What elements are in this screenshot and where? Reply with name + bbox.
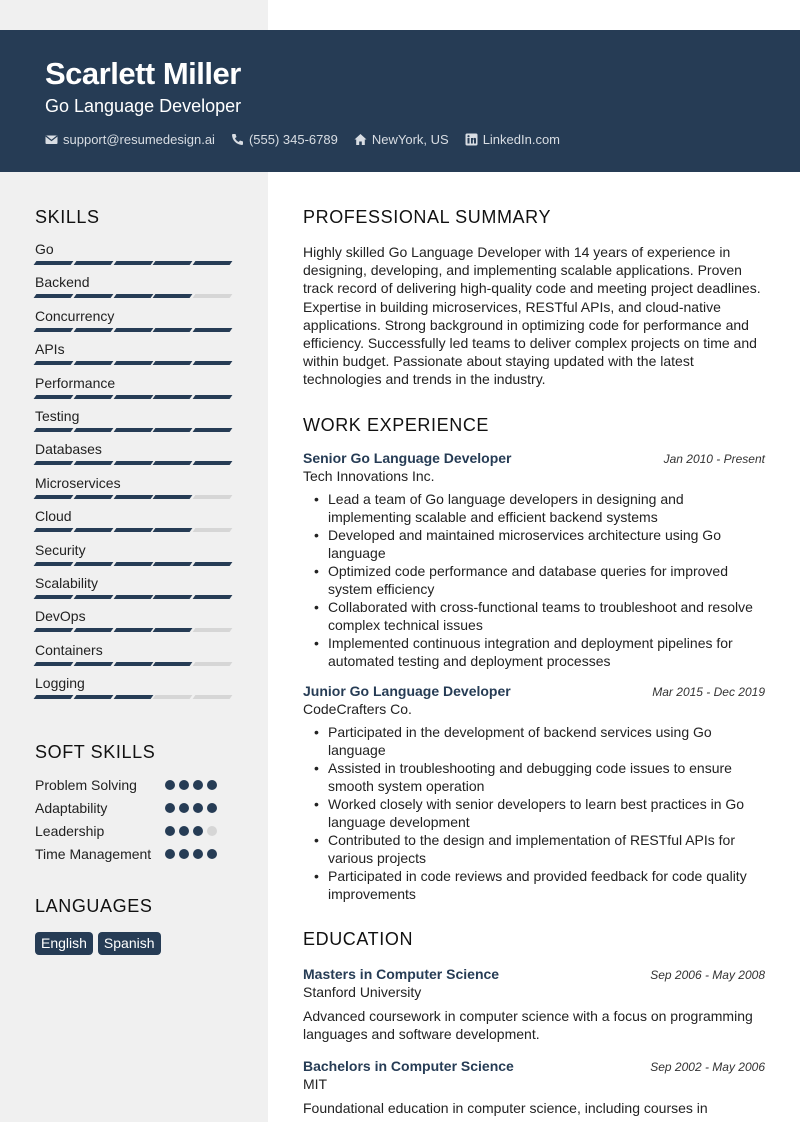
skill-level-segment — [73, 328, 113, 332]
skill-level-segment — [73, 495, 113, 499]
job-bullet: • Implemented continuous integration and deployment pipelines for automated testing and deployment processes — [328, 634, 765, 670]
job-bullet: • Contributed to the design and implementation of RESTful APIs for various projects — [328, 831, 765, 867]
skill-level-segment — [34, 595, 74, 599]
skill-level-segment — [34, 461, 74, 465]
skill-level-segment — [113, 595, 153, 599]
skill-level-bar — [35, 662, 231, 666]
skill-level-segment — [113, 528, 153, 532]
job-bullet: • Developed and maintained microservices architecture using Go language — [328, 526, 765, 562]
skill-level-bar — [35, 595, 231, 599]
job-entry — [303, 449, 765, 670]
job-company: CodeCrafters Co. — [303, 700, 412, 717]
skill-level-segment — [34, 662, 74, 666]
soft-skills-list — [35, 776, 231, 864]
rating-dot — [179, 826, 189, 836]
skill-name: Go — [35, 241, 54, 257]
skill-level-segment — [113, 428, 153, 432]
languages-list — [35, 932, 231, 955]
skill-level-segment — [193, 662, 233, 666]
skill-level-segment — [73, 395, 113, 399]
skill-name: Scalability — [35, 574, 99, 591]
job-header — [303, 682, 765, 700]
skill-level-segment — [193, 628, 233, 632]
job-entry — [303, 682, 765, 903]
skill-level-segment — [73, 461, 113, 465]
skill-level-bar — [35, 328, 231, 332]
soft-skill-item — [35, 822, 231, 841]
skill-level-segment — [153, 595, 193, 599]
skill-level-bar — [35, 261, 231, 265]
skill-level-segment — [34, 628, 74, 632]
skill-level-segment — [73, 261, 113, 265]
education-date: Sep 2006 - May 2008 — [650, 967, 765, 982]
job-bullet: • Optimized code performance and database queries for improved system efficiency — [328, 562, 765, 598]
rating-dot — [207, 780, 217, 790]
skill-level-bar — [35, 361, 231, 365]
job-date: Mar 2015 - Dec 2019 — [652, 684, 765, 699]
languages-section — [35, 894, 231, 955]
skill-item — [35, 239, 231, 272]
soft-skill-name: Time Management — [35, 846, 152, 863]
sidebar — [35, 205, 231, 955]
job-role: Junior Go Language Developer — [303, 682, 511, 699]
rating-dot — [193, 826, 203, 836]
contact-location — [354, 132, 449, 147]
skill-level-segment — [193, 395, 233, 399]
job-company: Tech Innovations Inc. — [303, 467, 435, 484]
skill-level-segment — [34, 562, 74, 566]
skill-item — [35, 506, 231, 539]
skill-level-segment — [193, 595, 233, 599]
skill-item — [35, 439, 231, 472]
contact-location-text: NewYork, US — [371, 132, 449, 147]
soft-skill-rating — [165, 799, 217, 813]
soft-skill-rating — [165, 776, 217, 790]
skill-level-segment — [73, 294, 113, 298]
skill-level-segment — [113, 361, 153, 365]
main-content — [303, 205, 765, 1117]
skill-level-segment — [193, 528, 233, 532]
contact-linkedin[interactable] — [465, 132, 560, 147]
skill-name: Performance — [35, 374, 116, 391]
skill-name: Backend — [35, 274, 90, 291]
skill-item — [35, 540, 231, 573]
skill-level-segment — [73, 595, 113, 599]
education-date: Sep 2002 - May 2006 — [650, 1059, 765, 1074]
skill-level-segment — [113, 495, 153, 499]
linkedin-icon — [465, 133, 478, 146]
job-bullet: • Participated in the development of backend services using Go language — [328, 723, 765, 759]
skill-level-segment — [153, 528, 193, 532]
soft-skill-name: Adaptability — [35, 800, 108, 817]
skill-level-segment — [153, 361, 193, 365]
skill-level-segment — [153, 662, 193, 666]
skill-level-segment — [193, 361, 233, 365]
soft-skill-rating — [165, 845, 217, 859]
language-badge: English — [35, 932, 93, 955]
skill-level-segment — [113, 695, 153, 699]
skill-level-segment — [73, 628, 113, 632]
skill-level-segment — [113, 628, 153, 632]
soft-skill-item — [35, 776, 231, 795]
skill-level-segment — [73, 562, 113, 566]
skill-level-segment — [193, 261, 233, 265]
skill-level-bar — [35, 695, 231, 699]
skill-level-segment — [193, 428, 233, 432]
skill-level-segment — [153, 428, 193, 432]
skill-level-segment — [153, 495, 193, 499]
jobs-list — [303, 449, 765, 903]
education-heading: EDUCATION — [303, 928, 414, 949]
job-bullet: • Assisted in troubleshooting and debugging code issues to ensure smooth system operation — [328, 759, 765, 795]
skill-name: Testing — [35, 407, 80, 424]
skill-name: Concurrency — [35, 307, 115, 324]
job-bullet: • Lead a team of Go language developers in designing and implementing scalable and efficient backend systems — [328, 490, 765, 526]
job-date: Jan 2010 - Present — [663, 451, 765, 466]
skill-item — [35, 306, 231, 339]
job-header — [303, 449, 765, 467]
skill-level-segment — [73, 528, 113, 532]
experience-heading: WORK EXPERIENCE — [303, 414, 490, 435]
skill-item — [35, 406, 231, 439]
skill-name: Containers — [35, 641, 103, 658]
rating-dot — [207, 849, 217, 859]
skill-level-segment — [153, 461, 193, 465]
skill-level-segment — [153, 328, 193, 332]
rating-dot — [207, 826, 217, 836]
job-bullets — [303, 490, 765, 670]
skills-heading: SKILLS — [35, 207, 100, 227]
rating-dot — [193, 849, 203, 859]
soft-skill-rating — [165, 822, 217, 836]
skill-level-segment — [153, 628, 193, 632]
school-name: Stanford University — [303, 983, 422, 1000]
skill-level-bar — [35, 495, 231, 499]
candidate-name: Scarlett Miller — [45, 56, 241, 91]
language-badge: Spanish — [98, 932, 161, 955]
rating-dot — [193, 803, 203, 813]
rating-dot — [193, 780, 203, 790]
skill-name: APIs — [35, 341, 65, 358]
skill-level-segment — [193, 461, 233, 465]
skill-level-segment — [34, 395, 74, 399]
skill-item — [35, 339, 231, 372]
skill-level-segment — [193, 562, 233, 566]
skill-level-bar — [35, 528, 231, 532]
skill-level-segment — [193, 695, 233, 699]
skill-level-bar — [35, 294, 231, 298]
skill-name: Databases — [35, 441, 102, 458]
skill-level-segment — [193, 328, 233, 332]
summary-heading: PROFESSIONAL SUMMARY — [303, 207, 552, 227]
contact-email-text: support@resumedesign.ai — [63, 132, 215, 147]
education-entry — [303, 1057, 765, 1117]
skill-level-segment — [153, 695, 193, 699]
skill-name: Security — [35, 541, 86, 558]
envelope-icon — [45, 133, 58, 146]
skill-level-segment — [113, 395, 153, 399]
skill-level-segment — [113, 261, 153, 265]
skill-item — [35, 272, 231, 305]
home-icon — [354, 133, 367, 146]
summary-text: Highly skilled Go Language Developer with 14 years of experience in designing, developing, and implementing scalable applications. Proven track record of delivering high-quality code and meeting project deadlines. Expertise in building microservices, RESTful APIs, and cloud-native applications. Strong background in optimizing code for performance and efficiency. Successfully led teams to deliver complex projects on time and within budget. Passionate about staying updated with the latest technologies and trends in the industry. — [303, 244, 761, 388]
job-bullet: • Worked closely with senior developers to learn best practices in Go language development — [328, 795, 765, 831]
degree-name: Masters in Computer Science — [303, 965, 500, 982]
skill-level-segment — [153, 562, 193, 566]
rating-dot — [165, 780, 175, 790]
skill-level-segment — [193, 495, 233, 499]
skill-name: DevOps — [35, 608, 86, 625]
rating-dot — [207, 803, 217, 813]
skill-level-bar — [35, 461, 231, 465]
skill-item — [35, 473, 231, 506]
skill-level-segment — [153, 395, 193, 399]
skill-level-segment — [113, 294, 153, 298]
job-bullet: • Collaborated with cross-functional teams to troubleshoot and resolve complex technical issues — [328, 598, 765, 634]
skill-level-bar — [35, 428, 231, 432]
skill-level-segment — [34, 361, 74, 365]
education-header — [303, 965, 765, 983]
skill-name: Microservices — [35, 474, 121, 491]
soft-skill-name: Problem Solving — [35, 777, 137, 794]
skill-item — [35, 673, 231, 706]
rating-dot — [179, 849, 189, 859]
job-role: Senior Go Language Developer — [303, 449, 512, 466]
skill-level-segment — [153, 294, 193, 298]
skill-level-segment — [113, 662, 153, 666]
education-list — [303, 965, 765, 1117]
skill-level-segment — [34, 328, 74, 332]
skill-level-bar — [35, 628, 231, 632]
contact-list — [45, 132, 800, 147]
education-description: Foundational education in computer science, including courses in — [303, 1099, 708, 1116]
skill-name: Logging — [35, 675, 85, 692]
rating-dot — [179, 780, 189, 790]
rating-dot — [165, 803, 175, 813]
skill-name: Cloud — [35, 508, 72, 525]
school-name: MIT — [303, 1075, 328, 1092]
phone-icon — [231, 133, 244, 146]
skill-item — [35, 573, 231, 606]
rating-dot — [165, 849, 175, 859]
job-bullets — [303, 723, 765, 903]
soft-skills-section — [35, 740, 231, 864]
skill-level-segment — [73, 361, 113, 365]
skill-level-segment — [193, 294, 233, 298]
skill-level-segment — [34, 428, 74, 432]
skill-level-bar — [35, 395, 231, 399]
soft-skill-item — [35, 845, 231, 864]
skill-level-bar — [35, 562, 231, 566]
education-section — [303, 927, 765, 1117]
experience-section — [303, 413, 765, 903]
skill-level-segment — [34, 261, 74, 265]
languages-heading: LANGUAGES — [35, 896, 153, 917]
candidate-title: Go Language Developer — [45, 96, 242, 116]
soft-skill-item — [35, 799, 231, 818]
skill-level-segment — [153, 261, 193, 265]
skill-level-segment — [73, 695, 113, 699]
soft-skills-heading: SOFT SKILLS — [35, 742, 156, 763]
skill-item — [35, 640, 231, 673]
skill-item — [35, 373, 231, 406]
soft-skill-name: Leadership — [35, 823, 105, 840]
skill-item — [35, 606, 231, 639]
resume-header — [0, 30, 800, 172]
rating-dot — [165, 826, 175, 836]
job-bullet: • Participated in code reviews and provided feedback for code quality improvements — [328, 867, 765, 903]
education-header — [303, 1057, 765, 1075]
skill-level-segment — [113, 562, 153, 566]
skill-level-segment — [34, 495, 74, 499]
skill-level-segment — [34, 695, 74, 699]
contact-email[interactable] — [45, 132, 215, 147]
skill-level-segment — [113, 461, 153, 465]
skills-list — [35, 239, 231, 706]
skill-level-segment — [34, 528, 74, 532]
skill-level-segment — [73, 428, 113, 432]
degree-name: Bachelors in Computer Science — [303, 1057, 514, 1074]
rating-dot — [179, 803, 189, 813]
contact-phone-text: (555) 345-6789 — [248, 132, 338, 147]
contact-linkedin-text: LinkedIn.com — [482, 132, 561, 147]
contact-phone[interactable] — [231, 132, 338, 147]
skill-level-segment — [113, 328, 153, 332]
skill-level-segment — [73, 662, 113, 666]
education-entry — [303, 965, 765, 1043]
education-description: Advanced coursework in computer science with a focus on programming languages and software development. — [303, 1007, 753, 1042]
skill-level-segment — [34, 294, 74, 298]
